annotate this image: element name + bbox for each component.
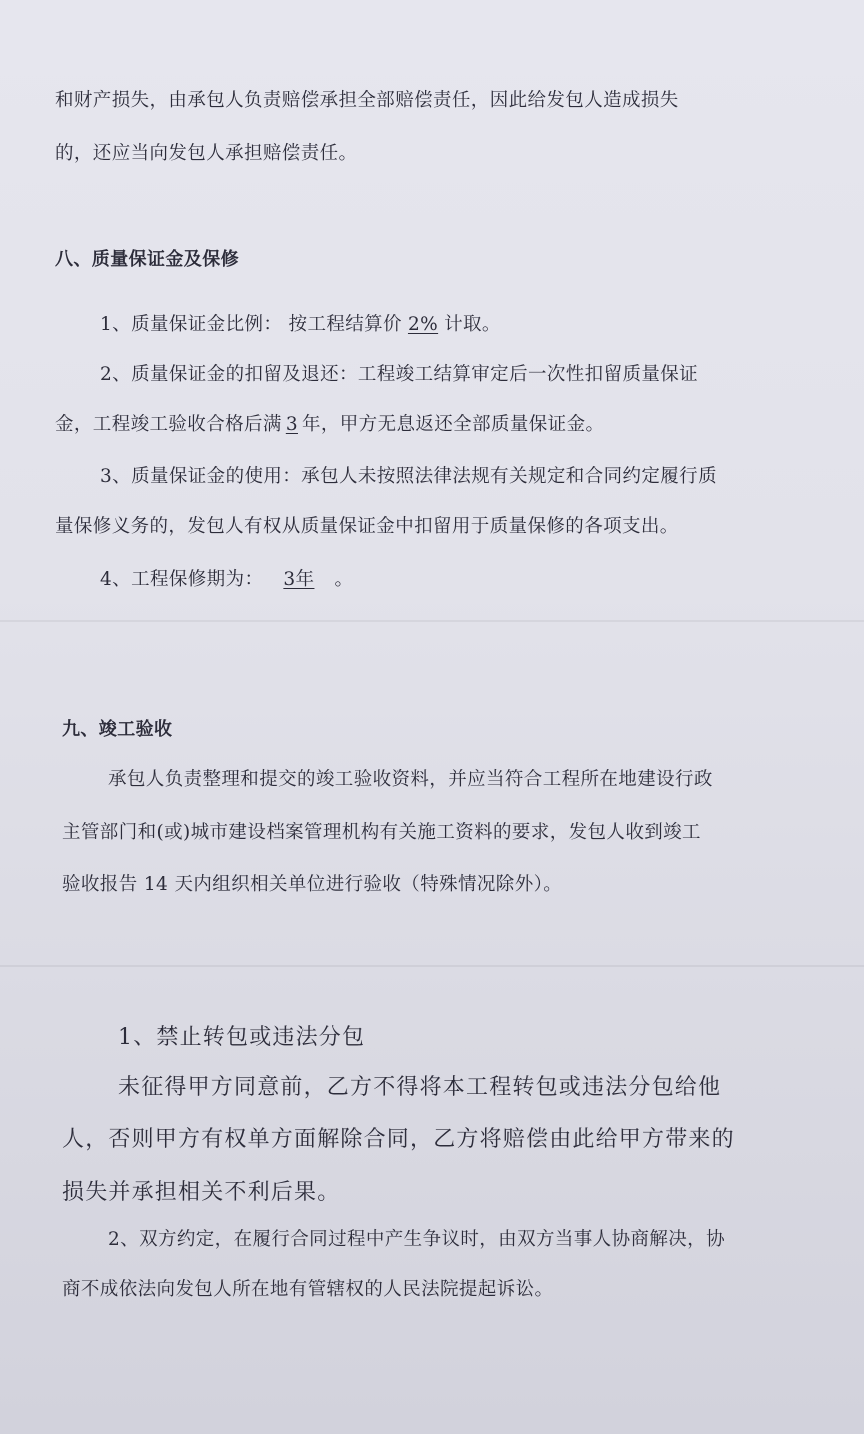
clause-1-title: 1、禁止转包或违法分包 — [118, 1025, 366, 1050]
clause-1-line-3: 损失并承担相关不利后果。 — [62, 1180, 341, 1205]
item-4-prefix: 4、工程保修期为： — [100, 569, 264, 590]
intro-line-1: 和财产损失，由承包人负责赔偿承担全部赔偿责任，因此给发包人造成损失 — [55, 90, 679, 111]
section-9-line-2: 主管部门和(或)城市建设档案管理机构有关施工资料的要求，发包人收到竣工 — [62, 822, 701, 843]
intro-line-2: 的，还应当向发包人承担赔偿责任。 — [55, 143, 358, 164]
clause-2-line-2: 商不成依法向发包人所在地有管辖权的人民法院提起诉讼。 — [62, 1279, 554, 1300]
section-8-title: 八、质量保证金及保修 — [55, 249, 239, 270]
item-2-prefix: 金，工程竣工验收合格后满 — [55, 414, 282, 435]
section-8-item-2-line-1: 2、质量保证金的扣留及退还：工程竣工结算审定后一次性扣留质量保证 — [100, 364, 699, 385]
warranty-period-value: 3年 — [283, 569, 315, 590]
section-8-item-2-line-2 — [55, 410, 604, 436]
item-1-prefix: 1、质量保证金比例： 按工程结算价 — [100, 314, 402, 335]
item-2-suffix: 年，甲方无息返还全部质量保证金。 — [301, 414, 605, 435]
section-8-item-4 — [100, 565, 353, 591]
item-1-suffix: 计取。 — [444, 314, 501, 335]
guarantee-ratio-value: 2% — [407, 314, 439, 335]
clause-2-line-1: 2、双方约定，在履行合同过程中产生争议时，由双方当事人协商解决，协 — [108, 1229, 725, 1250]
section-9-line-3: 验收报告 14 天内组织相关单位进行验收（特殊情况除外）。 — [62, 874, 563, 895]
section-8-item-1 — [100, 310, 501, 336]
paper-fold — [0, 620, 864, 622]
section-9-title: 九、竣工验收 — [62, 719, 173, 740]
section-8-item-3-line-1: 3、质量保证金的使用：承包人未按照法律法规有关规定和合同约定履行质 — [100, 466, 717, 487]
clause-1-line-1: 未征得甲方同意前，乙方不得将本工程转包或违法分包给他 — [118, 1075, 722, 1100]
section-8-item-3-line-2: 量保修义务的，发包人有权从质量保证金中扣留用于质量保修的各项支出。 — [55, 516, 679, 537]
return-years-value: 3 — [285, 414, 298, 435]
item-4-suffix: 。 — [334, 569, 354, 590]
section-9-line-1: 承包人负责整理和提交的竣工验收资料，并应当符合工程所在地建设行政 — [108, 769, 713, 790]
clause-1-line-2: 人，否则甲方有权单方面解除合同，乙方将赔偿由此给甲方带来的 — [62, 1127, 735, 1152]
paper-fold — [0, 965, 864, 967]
